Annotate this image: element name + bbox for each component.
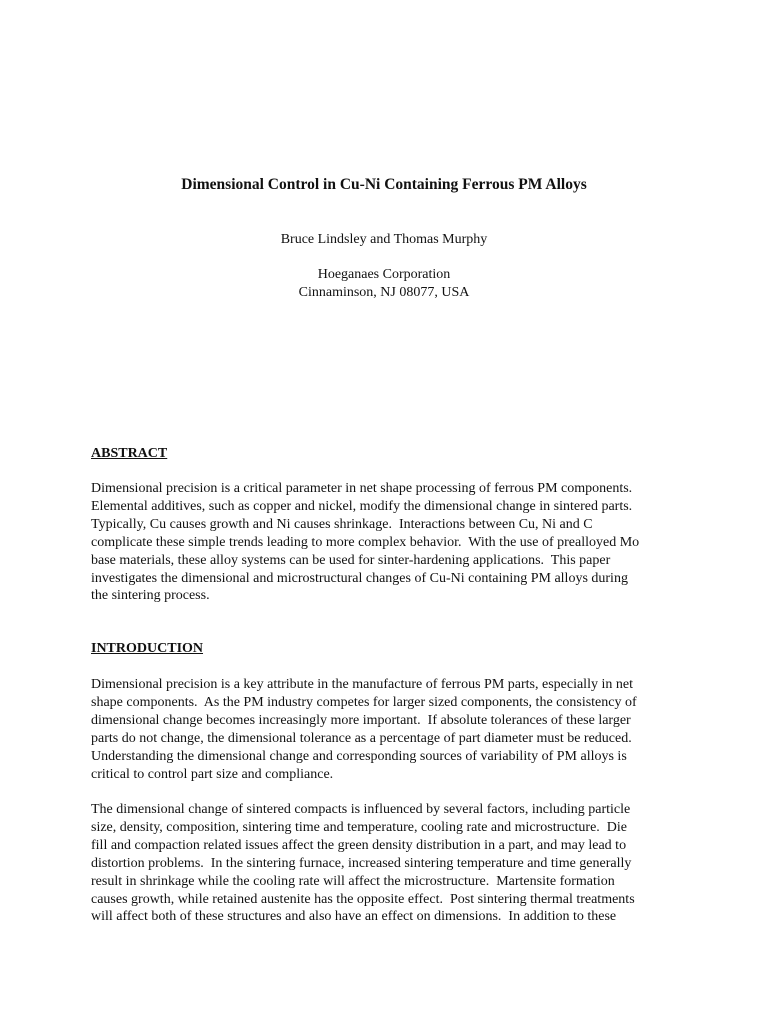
introduction-line: parts do not change, the dimensional tolerance as a percentage of part diameter must be reduced. <box>91 730 632 746</box>
introduction-line: Dimensional precision is a key attribute in the manufacture of ferrous PM parts, especially in net <box>91 677 633 692</box>
abstract-line: Dimensional precision is a critical parameter in net shape processing of ferrous PM components. <box>91 481 633 496</box>
affiliation-organization: Hoeganaes Corporation <box>317 267 451 282</box>
introduction-line: causes growth, while retained austenite has the opposite effect. Post sintering thermal treatments <box>91 891 635 907</box>
abstract-line: base materials, these alloy systems can be used for sinter-hardening applications. This paper <box>91 552 611 568</box>
introduction-line: The dimensional change of sintered compacts is influenced by several factors, including particle <box>91 802 631 817</box>
introduction-line: fill and compaction related issues affect the green density distribution in a part, and may lead to <box>91 837 627 853</box>
introduction-line: dimensional change becomes increasingly more important. If absolute tolerances of these larger <box>91 712 631 728</box>
introduction-line: result in shrinkage while the cooling rate will affect the microstructure. Martensite formation <box>91 873 615 889</box>
introduction-line: critical to control part size and compliance. <box>91 766 334 782</box>
introduction-paragraph-2 <box>91 801 691 926</box>
introduction-line: will affect both of these structures and also have an effect on dimensions. In addition to these <box>91 909 617 925</box>
abstract-line: investigates the dimensional and microstructural changes of Cu-Ni containing PM alloys during <box>91 570 628 586</box>
paper-authors: Bruce Lindsley and Thomas Murphy <box>280 232 488 247</box>
introduction-line: Understanding the dimensional change and corresponding sources of variability of PM alloys is <box>91 748 627 764</box>
abstract-line: complicate these simple trends leading to more complex behavior. With the use of prealloyed Mo <box>91 534 640 550</box>
affiliation-address: Cinnaminson, NJ 08077, USA <box>298 285 470 300</box>
introduction-line: distortion problems. In the sintering furnace, increased sintering temperature and time generally <box>91 855 632 871</box>
author-affiliation <box>0 266 768 302</box>
introduction-paragraph-1 <box>91 676 691 783</box>
introduction-heading: INTRODUCTION <box>91 641 204 656</box>
abstract-heading: ABSTRACT <box>91 446 168 461</box>
paper-title: Dimensional Control in Cu-Ni Containing Ferrous PM Alloys <box>181 176 587 193</box>
abstract-line: Elemental additives, such as copper and nickel, modify the dimensional change in sintered parts. <box>91 498 633 514</box>
abstract-paragraph <box>91 480 691 605</box>
abstract-line: the sintering process. <box>91 588 210 604</box>
abstract-line: Typically, Cu causes growth and Ni causes shrinkage. Interactions between Cu, Ni and C <box>91 516 593 532</box>
introduction-line: size, density, composition, sintering time and temperature, cooling rate and microstructure. Die <box>91 819 627 835</box>
introduction-line: shape components. As the PM industry competes for larger sized components, the consistency of <box>91 694 637 710</box>
